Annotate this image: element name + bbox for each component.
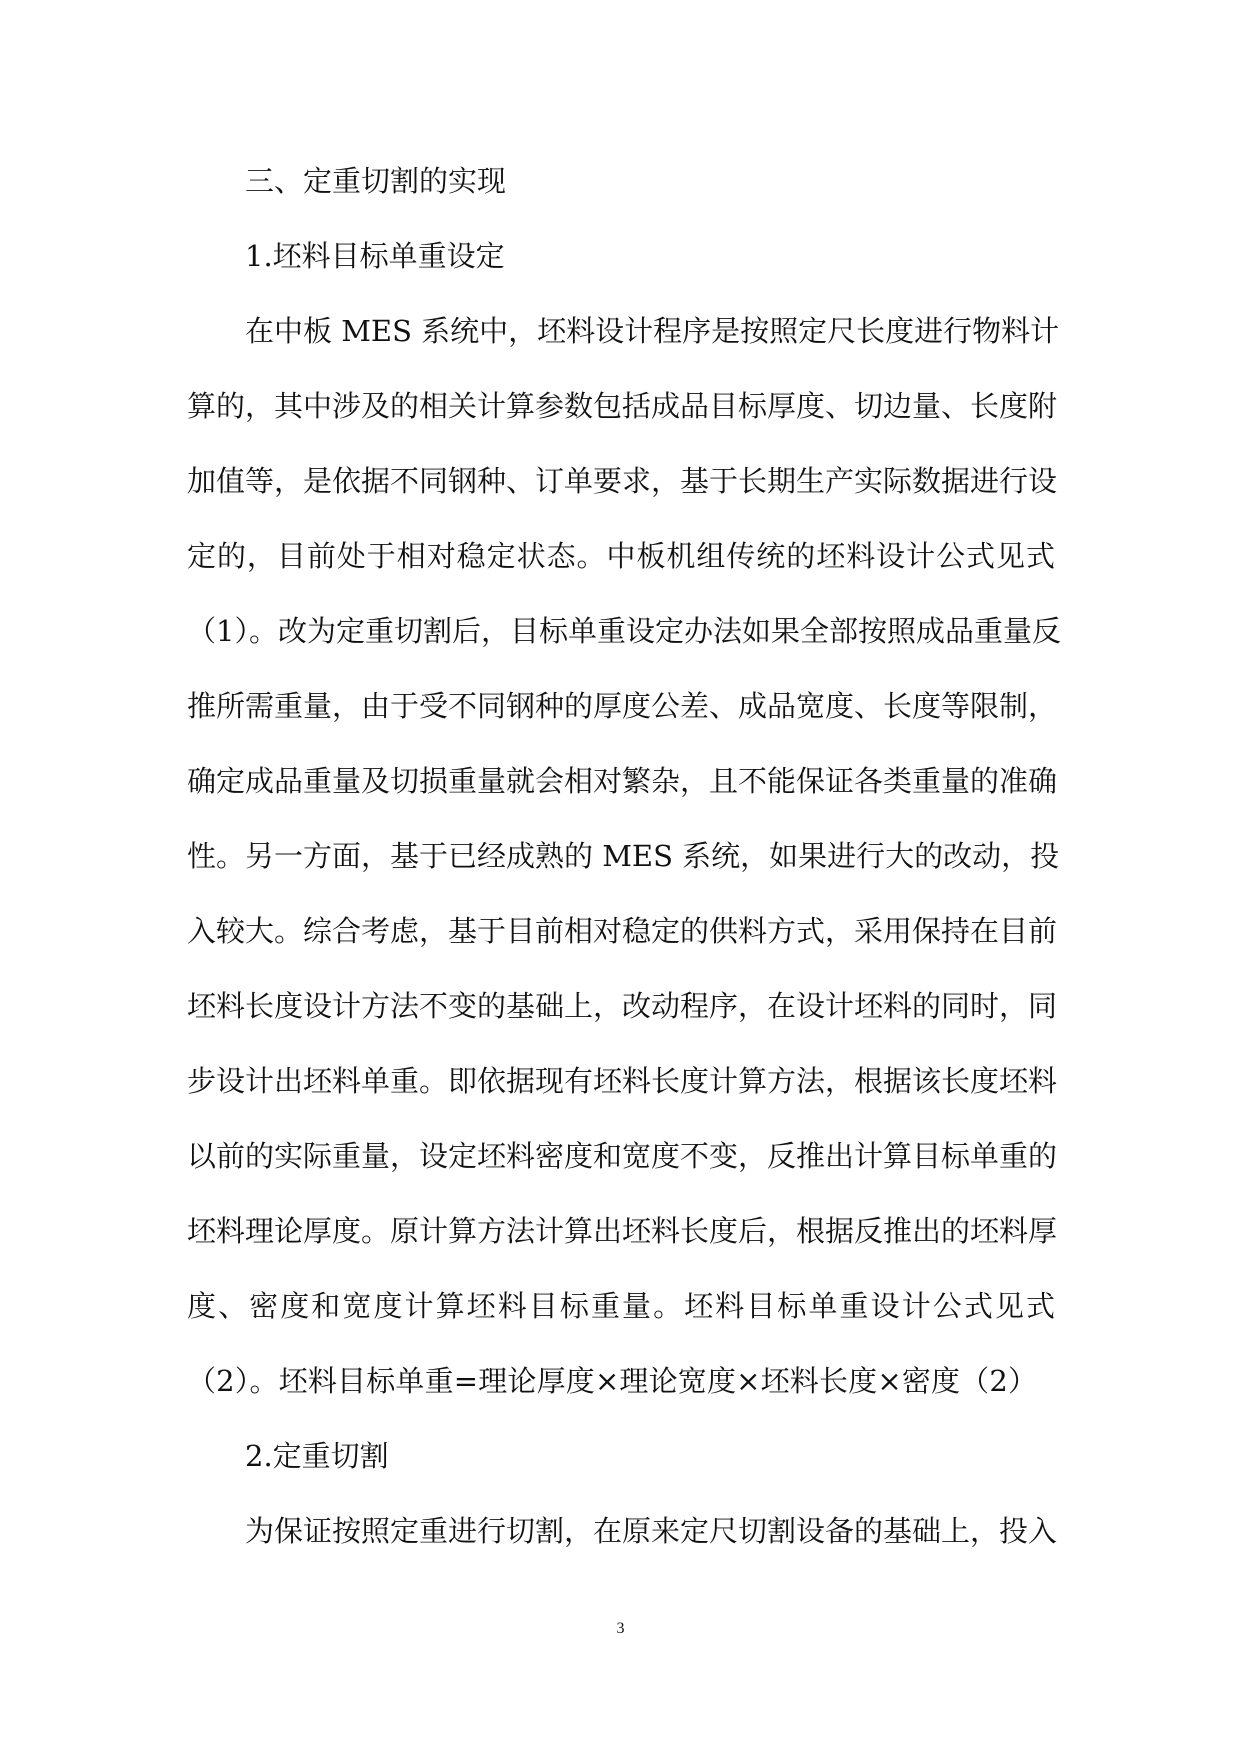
paragraph-line: 推所需重量，由于受不同钢种的厚度公差、成品宽度、长度等限制， bbox=[187, 688, 1058, 723]
paragraph-line: 算的，其中涉及的相关计算参数包括成品目标厚度、切边量、长度附 bbox=[187, 388, 1058, 423]
subsection-heading-2: 2.定重切割 bbox=[245, 1438, 389, 1473]
paragraph-line: （2）。坯料目标单重=理论厚度×理论宽度×坯料长度×密度（2） bbox=[187, 1363, 1037, 1398]
subsection-heading-1: 1.坯料目标单重设定 bbox=[245, 238, 505, 273]
paragraph-2 bbox=[187, 1493, 1058, 1568]
paragraph-1 bbox=[187, 293, 1061, 1418]
paragraph-line: 坯料长度设计方法不变的基础上，改动程序，在设计坯料的同时，同 bbox=[187, 988, 1058, 1023]
paragraph-line: 加值等，是依据不同钢种、订单要求，基于长期生产实际数据进行设 bbox=[187, 463, 1058, 498]
paragraph-line: 以前的实际重量，设定坯料密度和宽度不变，反推出计算目标单重的 bbox=[187, 1138, 1058, 1173]
paragraph-line: 确定成品重量及切损重量就会相对繁杂，且不能保证各类重量的准确 bbox=[187, 763, 1058, 798]
paragraph-line: （1）。改为定重切割后，目标单重设定办法如果全部按照成品重量反 bbox=[187, 613, 1061, 648]
paragraph-line: 在中板 MES 系统中，坯料设计程序是按照定尺长度进行物料计 bbox=[245, 313, 1060, 348]
paragraph-line: 度、密度和宽度计算坯料目标重量。坯料目标单重设计公式见式 bbox=[187, 1288, 1055, 1323]
paragraph-line: 入较大。综合考虑，基于目前相对稳定的供料方式，采用保持在目前 bbox=[187, 913, 1058, 948]
paragraph-line: 性。另一方面，基于已经成熟的 MES 系统，如果进行大的改动，投 bbox=[187, 838, 1060, 873]
paragraph-line: 步设计出坯料单重。即依据现有坯料长度计算方法，根据该长度坯料 bbox=[187, 1063, 1058, 1098]
document-body bbox=[187, 143, 1061, 1568]
paragraph-line: 坯料理论厚度。原计算方法计算出坯料长度后，根据反推出的坯料厚 bbox=[187, 1213, 1058, 1248]
paragraph-line: 定的，目前处于相对稳定状态。中板机组传统的坯料设计公式见式 bbox=[187, 538, 1055, 573]
section-heading: 三、定重切割的实现 bbox=[245, 163, 507, 198]
paragraph-line: 为保证按照定重进行切割，在原来定尺切割设备的基础上，投入 bbox=[245, 1513, 1058, 1548]
page-number: 3 bbox=[616, 1620, 625, 1637]
